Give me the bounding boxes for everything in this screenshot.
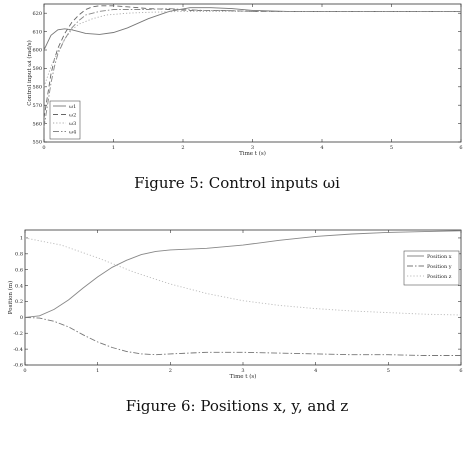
y-tick-label: 620 <box>32 10 42 17</box>
positions-chart <box>0 215 474 385</box>
legend-entry-position-x: Position x <box>427 253 452 260</box>
y-tick-label: 0.4 <box>15 283 23 290</box>
x-tick-label: 4 <box>314 368 318 374</box>
x-tick-label: 0 <box>42 145 46 151</box>
x-axis-label: Time t (s) <box>239 151 266 157</box>
y-tick-label: 610 <box>32 29 42 36</box>
y-tick-label: 0 <box>19 315 23 322</box>
y-tick-label: 0.6 <box>15 267 23 274</box>
x-tick-label: 2 <box>181 145 185 151</box>
legend-entry-position-y: Position y <box>427 263 452 270</box>
control-inputs-chart <box>0 0 474 165</box>
plot-frame <box>44 4 461 142</box>
figure5-caption: Figure 5: Control inputs ωi <box>134 174 340 192</box>
y-tick-label: 550 <box>32 139 42 146</box>
x-tick-label: 6 <box>459 145 463 151</box>
y-tick-label: 0.2 <box>15 299 23 306</box>
x-tick-label: 1 <box>111 145 116 151</box>
x-tick-label: 5 <box>386 368 390 374</box>
y-axis-label: Control input ωi (rad/s) <box>27 40 33 106</box>
figure6-caption: Figure 6: Positions x, y, and z <box>125 397 349 415</box>
y-tick-label: -0.6 <box>13 362 23 369</box>
y-tick-label: 560 <box>32 121 42 128</box>
legend-entry-3: ω3 <box>69 120 77 127</box>
plot-frame <box>25 230 461 365</box>
x-tick-label: 5 <box>389 145 394 151</box>
y-tick-label: 600 <box>32 47 42 54</box>
legend-entry-1: ω1 <box>69 103 77 110</box>
series-line-1 <box>44 8 461 50</box>
y-tick-label: 1 <box>19 235 23 242</box>
y-tick-label: 590 <box>32 66 42 73</box>
x-tick-label: 4 <box>320 145 324 151</box>
x-tick-label: 3 <box>241 368 245 374</box>
x-tick-label: 1 <box>96 368 100 374</box>
series-line-position-x <box>25 231 461 318</box>
series-line-3 <box>44 11 461 86</box>
series-line-4 <box>44 9 461 128</box>
series-line-2 <box>44 6 461 118</box>
legend-entry-position-z: Position z <box>427 273 452 280</box>
legend-entry-4: ω4 <box>69 129 77 136</box>
y-tick-label: 0.8 <box>15 251 23 258</box>
series-line-position-z <box>25 238 461 315</box>
legend-entry-2: ω2 <box>69 112 77 119</box>
y-tick-label: -0.2 <box>13 330 23 337</box>
x-tick-label: 2 <box>168 368 172 374</box>
y-tick-label: 570 <box>32 102 42 109</box>
series-line-position-y <box>25 317 461 355</box>
x-tick-label: 6 <box>459 368 463 374</box>
y-axis-label: Position (m) <box>8 280 14 315</box>
y-tick-label: 580 <box>32 84 42 91</box>
x-tick-label: 3 <box>250 145 255 151</box>
x-axis-label: Time t (s) <box>229 374 257 380</box>
y-tick-label: -0.4 <box>13 346 23 353</box>
x-tick-label: 0 <box>23 368 27 374</box>
